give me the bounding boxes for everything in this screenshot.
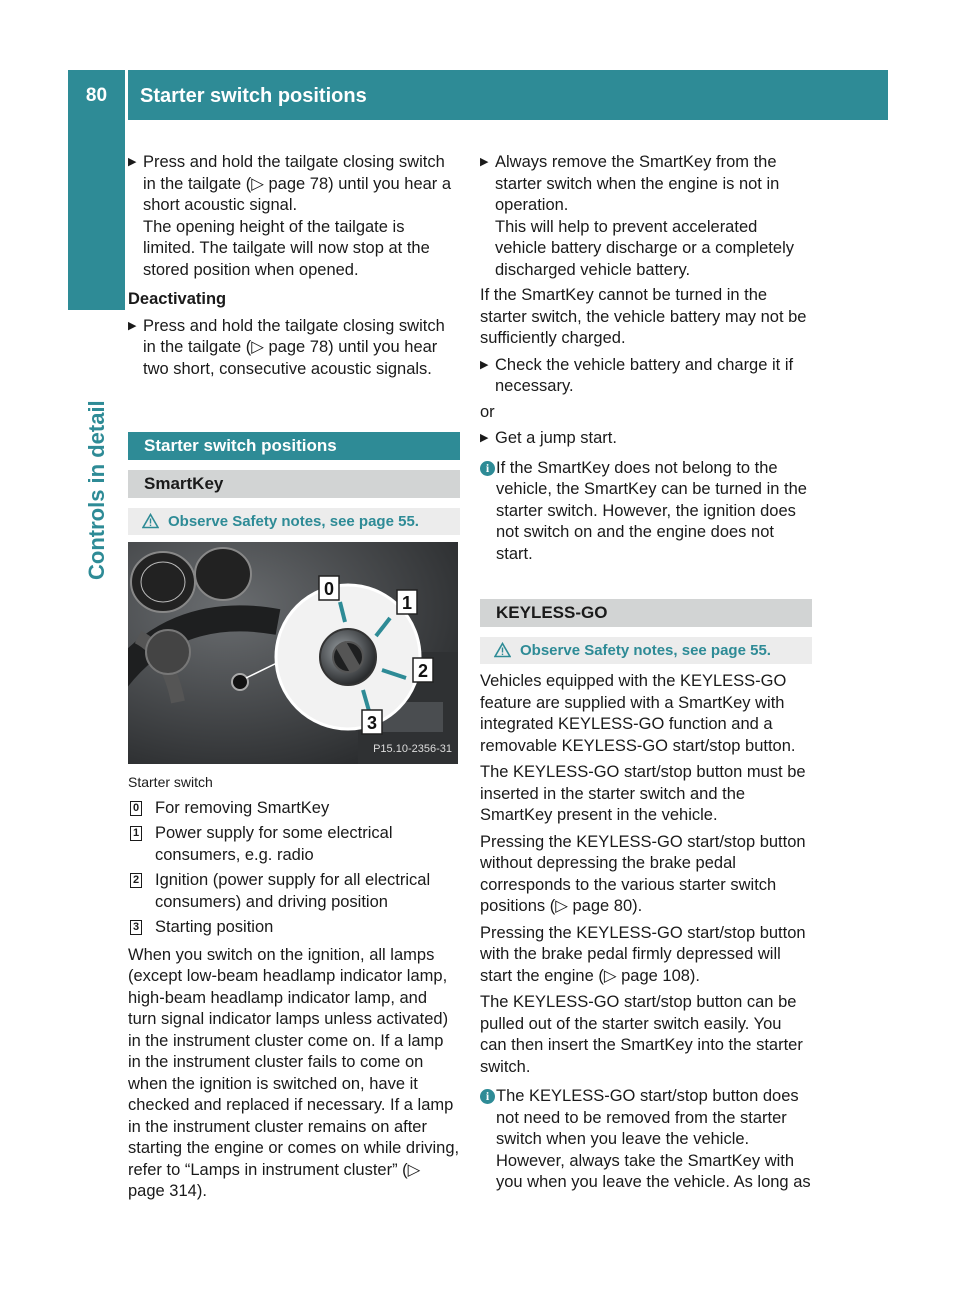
safety-warning[interactable] — [128, 508, 460, 535]
step-note: The opening height of the tailgate is limited. The tailgate will now stop at the stored position when opened. — [143, 217, 430, 279]
legend-number: 0 — [130, 801, 142, 816]
step-arrow-icon: ▶ — [128, 319, 137, 332]
callout-2 — [413, 658, 433, 682]
legend-text: Starting position — [155, 918, 274, 936]
step-text: Always remove the SmartKey from the starter switch when the engine is not in operation. — [495, 153, 780, 214]
legend-item — [128, 823, 460, 866]
step-arrow-icon: ▶ — [480, 432, 489, 444]
keyless-paragraph: The KEYLESS-GO start/stop button must be inserted in the starter switch and the SmartKey present in the vehicle. — [480, 763, 806, 824]
instruction-step — [128, 316, 460, 381]
legend-number: 2 — [130, 873, 142, 888]
instruction-step — [480, 152, 812, 281]
warning-triangle-icon — [494, 642, 511, 658]
page-number: 80 — [85, 85, 108, 106]
lamps-paragraph: When you switch on the ignition, all lamps (except low-beam headlamp indicator lamp, high-beam headlamp indicator lamp, and turn signal indicator lamps unless activated) in the instrument cluster come on. If a lamp in the instrument cluster fails to come on when the ignition is switched on, have it checked and replaced if necessary. If a lamp in the instrument cluster remains on after starting the engine or comes on while driving, refer to “Lamps in instrument cluster” (▷ page 314). — [128, 945, 460, 1200]
callout-1 — [397, 590, 417, 614]
svg-text:1: 1 — [401, 593, 413, 613]
legend-text: For removing SmartKey — [155, 798, 330, 817]
info-text: If the SmartKey does not belong to the vehicle, the SmartKey can be turned in the starter switch. However, the ignition does not switch on and the engine does not start. — [496, 458, 807, 563]
step-arrow-icon: ▶ — [480, 156, 489, 168]
step-text: Press and hold the tailgate closing switch in the tailgate (▷ page 78) until you hear two short, consecutive acoustic signals. — [143, 316, 445, 378]
side-tab-label — [68, 330, 125, 580]
instruction-step — [480, 355, 812, 398]
legend-item — [128, 798, 460, 820]
left-column — [128, 152, 460, 1208]
section-heading: Starter switch positions — [128, 432, 460, 460]
safety-warning[interactable] — [480, 637, 812, 664]
keyless-paragraph: Pressing the KEYLESS-GO start/stop button with the brake pedal firmly depressed will start the engine (▷ page 108). — [480, 923, 806, 985]
figure-caption: Starter switch — [128, 774, 213, 790]
legend-item — [128, 870, 460, 913]
info-icon: i — [480, 461, 495, 476]
keyless-paragraph: Vehicles equipped with the KEYLESS-GO feature are supplied with a SmartKey with integrated KEYLESS-GO function and a removable KEYLESS-GO start/stop button. — [480, 672, 796, 755]
legend-text: Ignition (power supply for all electrical consumers) and driving position — [155, 871, 431, 911]
info-icon: i — [480, 1089, 495, 1104]
page-title: Starter switch positions — [140, 85, 367, 107]
svg-text:3: 3 — [366, 713, 378, 733]
step-text: Check the vehicle battery and charge it if necessary. — [495, 355, 794, 395]
keyless-paragraph: Pressing the KEYLESS-GO start/stop button without depressing the brake pedal corresponds to the various starter switch positions (▷ page 80). — [480, 832, 806, 915]
deactivating-heading: Deactivating — [128, 290, 227, 308]
legend-number: 3 — [130, 920, 142, 935]
legend-text: Power supply for some electrical consumers, e.g. radio — [155, 824, 393, 864]
step-arrow-icon: ▶ — [480, 358, 489, 371]
instruction-step — [480, 428, 812, 450]
starter-switch-figure — [128, 542, 458, 764]
svg-text:2: 2 — [417, 661, 429, 681]
header-separator — [125, 70, 128, 120]
warning-triangle-icon — [142, 513, 159, 529]
info-note — [480, 458, 812, 566]
side-tab-text: Controls in detail — [83, 400, 109, 580]
svg-text:0: 0 — [323, 579, 335, 599]
legend-number: 1 — [130, 826, 142, 841]
battery-paragraph: If the SmartKey cannot be turned in the starter switch, the vehicle battery may not be sufficiently charged. — [480, 286, 807, 347]
callout-3 — [362, 710, 382, 734]
info-text: The KEYLESS-GO start/stop button does not need to be removed from the starter switch when you leave the vehicle. However, always take the SmartKey with you when you leave the vehicle. As long as — [496, 1087, 811, 1191]
subsection-heading: KEYLESS-GO — [480, 599, 812, 627]
legend-item — [128, 917, 460, 939]
callout-0 — [319, 576, 339, 600]
or-text: or — [480, 402, 495, 421]
warning-text: Observe Safety notes, see page 55. — [520, 642, 771, 659]
step-text: Press and hold the tailgate closing switch in the tailgate (▷ page 78) until you hear a short acoustic signal. — [143, 153, 452, 214]
starter-switch-illustration — [128, 542, 458, 764]
step-text: Get a jump start. — [495, 429, 617, 447]
instruction-step — [128, 152, 460, 281]
info-note — [480, 1086, 812, 1194]
figure-code: P15.10-2356-31 — [373, 742, 452, 755]
keyless-paragraph: The KEYLESS-GO start/stop button can be pulled out of the starter switch easily. You can then insert the SmartKey into the starter switch. — [480, 993, 803, 1076]
right-column — [480, 152, 812, 1200]
warning-text: Observe Safety notes, see page 55. — [168, 513, 419, 530]
step-arrow-icon: ▶ — [128, 156, 137, 168]
step-note: This will help to prevent accelerated vehicle battery discharge or a completely discharged vehicle battery. — [495, 217, 794, 279]
side-tab — [68, 120, 125, 310]
subsection-heading: SmartKey — [128, 470, 460, 498]
